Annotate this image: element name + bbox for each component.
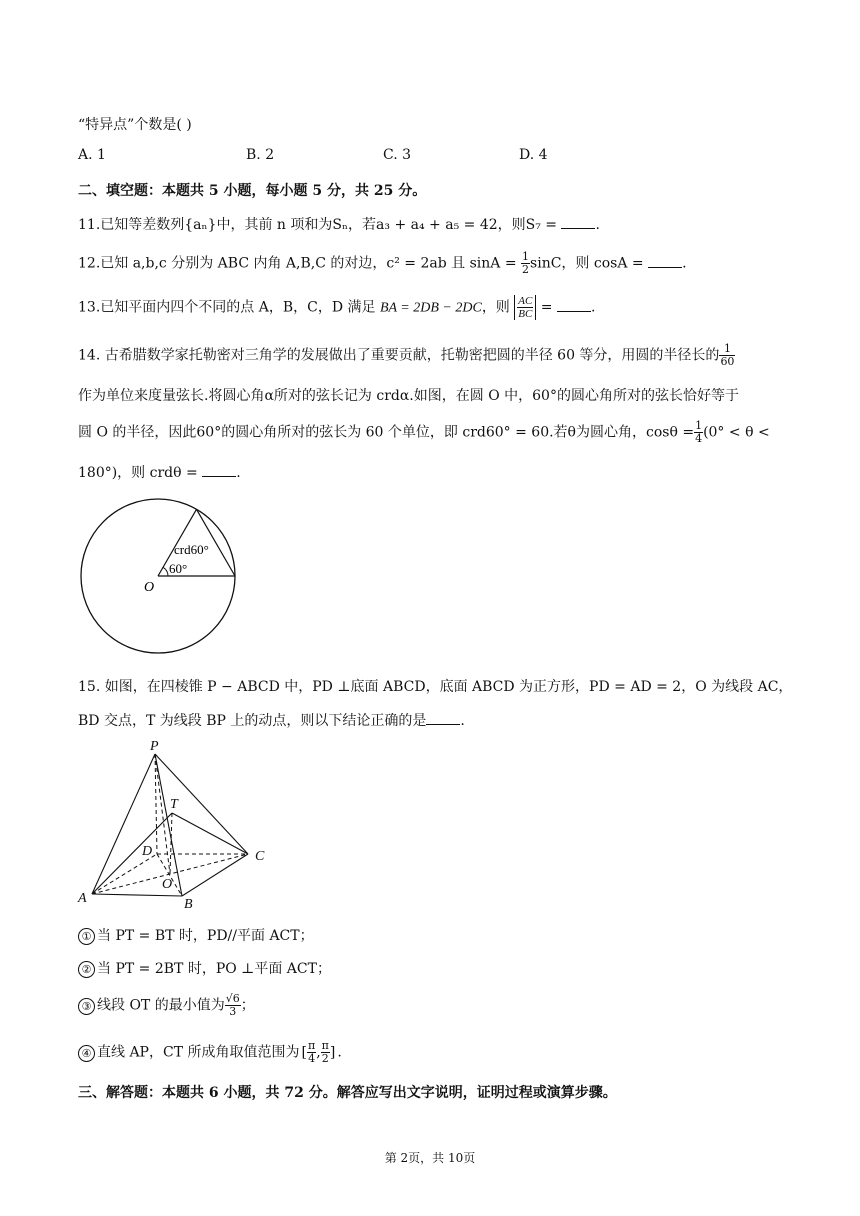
vector-ratio: $\frac{AC}{BC}$	[514, 295, 536, 320]
vertex-a: A	[78, 891, 87, 906]
vector-equation: BA = 2DB − 2DC	[379, 300, 482, 316]
question-11: 11.已知等差数列{aₙ}中，其前 n 项和为Sₙ，若a₃ + a₄ + a₅ = 42，则S₇ = .	[78, 217, 600, 233]
crd-label: crd60°	[174, 542, 209, 557]
edge-pc	[155, 754, 248, 854]
option-b: B. 2	[246, 147, 275, 163]
statement-4: ④ 直线 AP，CT 所成角取值范围为 [ $\frac{\pi}{4}$ , $\frac{\pi}{2}$ ] .	[78, 1040, 342, 1065]
fraction-quarter: $\frac{1}{4}$	[695, 419, 703, 445]
q10-tail: “特异点”个数是( )	[78, 117, 192, 133]
answer-blank	[202, 464, 236, 477]
statement-3: ③ 线段 OT 的最小值为 $\frac{√6}{3}$ ；	[78, 993, 255, 1018]
angle-label: 60°	[169, 561, 188, 576]
edge-ad	[92, 854, 157, 894]
answer-blank	[557, 299, 591, 312]
option-d: D. 4	[519, 147, 548, 163]
point-t: T	[170, 797, 178, 812]
edge-pa	[92, 754, 155, 894]
question-14-line3: 圆 O 的半径，因此60°的圆心角所对的弦长为 60 个单位，即 crd60° = 60.若θ为圆心角，cosθ = $\frac{1}{4}$ (0° < θ <	[78, 419, 770, 445]
question-14-line2: 作为单位来度量弦长.将圆心角α所对的弦长记为 crdα.如图，在圆 O 中，60°的圆心角所对的弦长恰好等于	[78, 388, 739, 404]
option-a: A. 1	[78, 147, 106, 163]
fraction-half: $\frac{1}{2}$	[522, 250, 530, 276]
section2-heading: 二、填空题：本题共 5 小题，每小题 5 分，共 25 分。	[78, 183, 427, 199]
line-tc	[172, 813, 248, 854]
line-po	[155, 754, 170, 874]
question-13: 13.已知平面内四个不同的点 A，B，C，D 满足 BA = 2DB − 2DC，则 $\frac{AC}{BC}$ = .	[78, 295, 596, 320]
statement-1: ① 当 PT = BT 时，PD//平面 ACT；	[78, 925, 314, 945]
statement-2: ② 当 PT = 2BT 时，PO ⊥平面 ACT；	[78, 958, 331, 978]
edge-ab	[92, 894, 182, 896]
fraction-1-60: $\frac{1}{60}$	[720, 342, 735, 368]
edge-bc	[182, 854, 248, 896]
fraction-sqrt6-3: $\frac{√6}{3}$	[225, 992, 240, 1018]
section3-heading: 三、解答题：本题共 6 小题，共 72 分。解答应写出文字说明，证明过程或演算步骤。	[78, 1085, 617, 1101]
vertex-c: C	[255, 849, 265, 864]
vertex-d: D	[142, 844, 153, 859]
pyramid-figure	[72, 736, 282, 912]
question-14-line1: 14. 古希腊数学家托勒密对三角学的发展做出了重要贡献，托勒密把圆的半径 60 等分，用圆的半径长的 $\frac{1}{60}$	[78, 342, 735, 368]
option-c: C. 3	[383, 147, 412, 163]
interval-bracket: [ $\frac{\pi}{4}$ , $\frac{\pi}{2}$ ]	[301, 1039, 336, 1065]
marker-4: ④	[78, 1045, 95, 1062]
circle-figure	[78, 496, 238, 656]
answer-blank	[426, 712, 460, 725]
answer-blank	[561, 216, 595, 229]
page-footer: 第 2页，共 10页	[384, 1151, 476, 1165]
point-o: O	[162, 877, 173, 892]
center-label: O	[144, 580, 155, 595]
angle-arc	[163, 567, 168, 576]
vertex-p: P	[150, 739, 159, 754]
marker-3: ③	[78, 998, 95, 1015]
question-15-line1: 15. 如图，在四棱锥 P − ABCD 中，PD ⊥底面 ABCD，底面 ABCD 为正方形，PD = AD = 2，O 为线段 AC，	[78, 679, 793, 695]
marker-2: ②	[78, 961, 95, 978]
question-12: 12.已知 a,b,c 分别为 ABC 内角 A,B,C 的对边，c² = 2ab 且 sinA = $\frac{1}{2}$ sinC，则 cosA = .	[78, 250, 687, 276]
marker-1: ①	[78, 928, 95, 945]
question-15-line2: BD 交点，T 为线段 BP 上的动点，则以下结论正确的是 .	[78, 713, 465, 729]
answer-blank	[648, 255, 682, 268]
vertex-b: B	[184, 897, 193, 912]
question-14-line4: 180°)，则 crdθ = .	[78, 465, 241, 481]
